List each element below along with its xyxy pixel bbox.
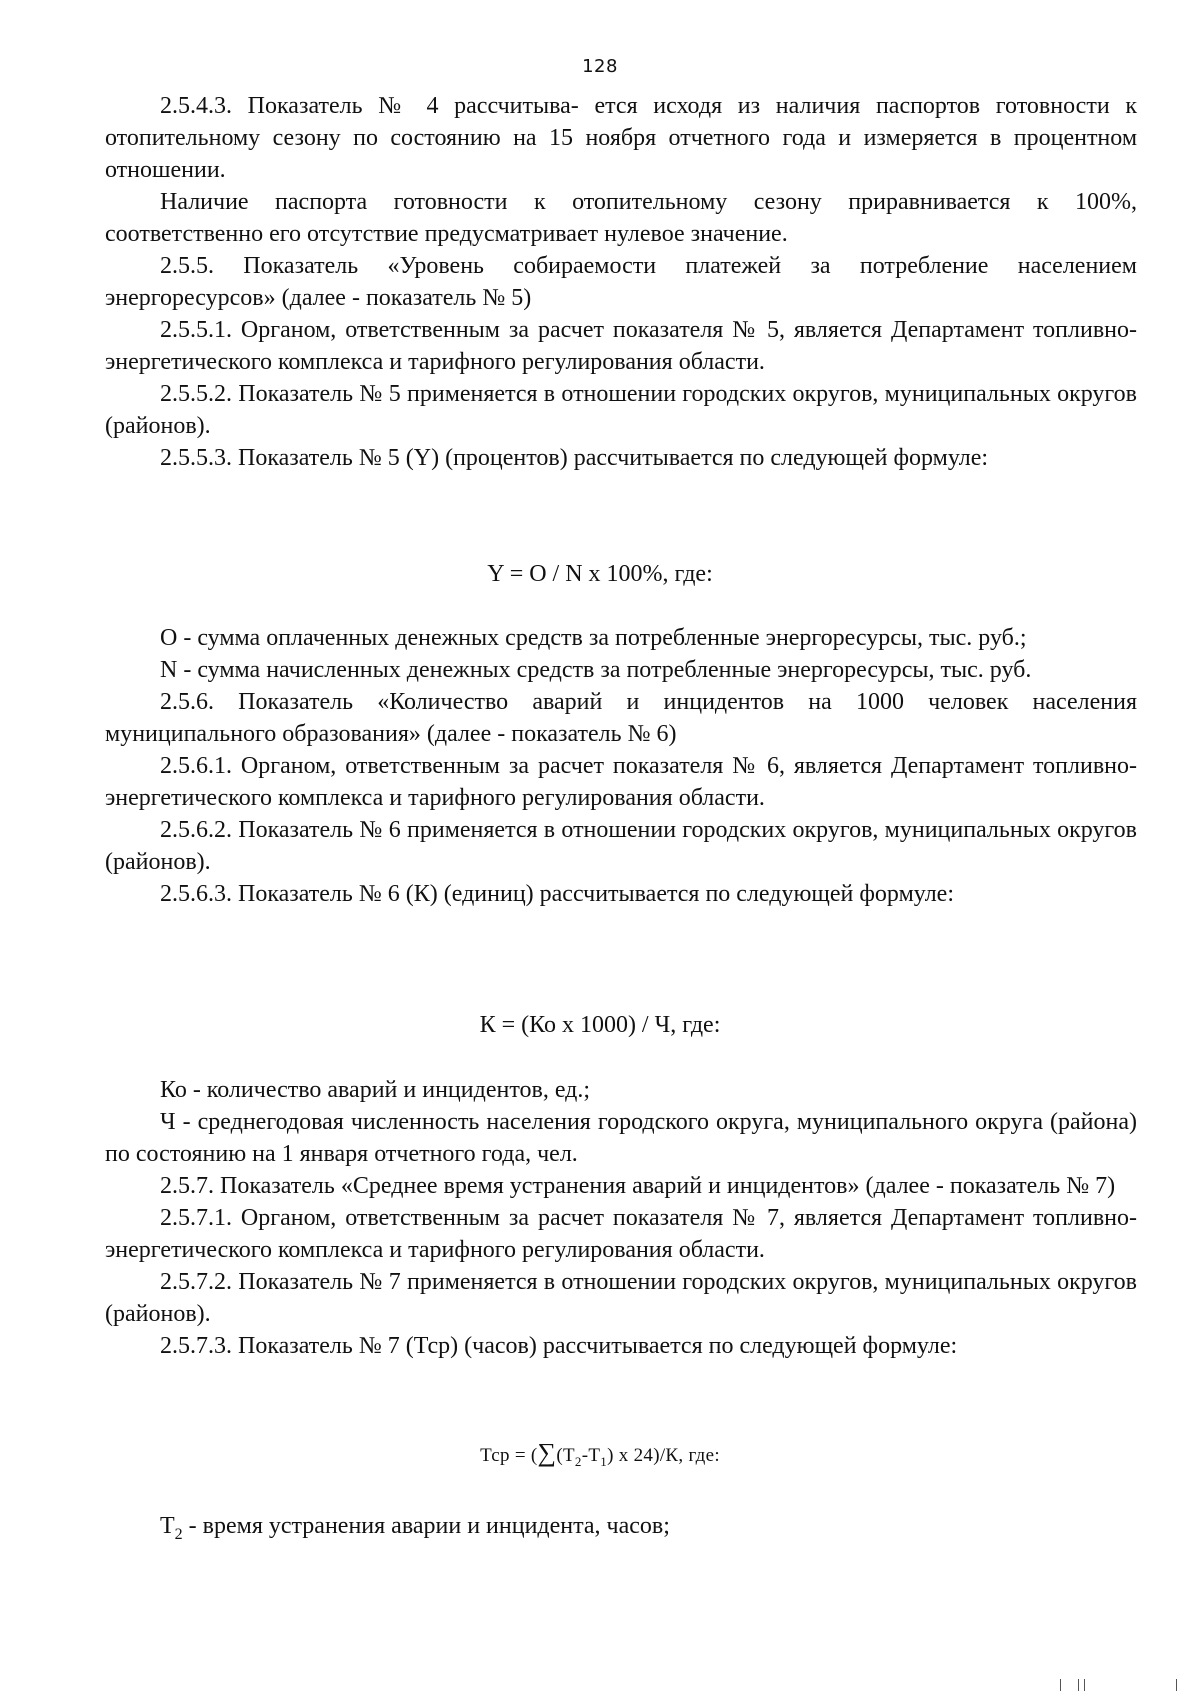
paragraph: 2.5.6. Показатель «Количество аварий и инцидентов на 1000 человек населения муниципального образования» (далее - показатель № 6) [105,689,1137,747]
scan-marks [1060,1677,1180,1691]
paragraph: 2.5.5. Показатель «Уровень собираемости платежей за потребление населением энергоресурсов» (далее - показатель № 5) [105,253,1137,311]
formula-body: (Т [556,1445,575,1466]
formula-lhs: Тср = ( [480,1445,538,1466]
paragraph: Ко - количество аварий и инцидентов, ед.; [160,1077,591,1103]
variable-description: - время устранения аварии и инцидента, часов; [182,1513,670,1539]
paragraph: 2.5.7.3. Показатель № 7 (Тср) (часов) рассчитывается по следующей формуле: [160,1333,958,1359]
paragraph [105,1510,1137,1551]
formula-y: Y = O / N x 100%, где: [487,561,713,587]
paragraph: 2.5.6.3. Показатель № 6 (К) (единиц) рассчитывается по следующей формуле: [160,881,954,907]
paragraph: 2.5.7.2. Показатель № 7 применяется в отношении городских округов, муниципальных округов (районов). [105,1269,1137,1327]
section-2-text [105,622,1137,910]
subscript: 2 [174,1525,183,1543]
formula-k: К = (Ко x 1000) / Ч, где: [479,1012,721,1038]
formula-tsr [0,1437,1200,1478]
paragraph: 2.5.7.1. Органом, ответственным за расчет показателя № 7, является Департамент топливно-энергетического комплекса и тарифного регулирования области. [105,1205,1137,1263]
paragraph: O - сумма оплаченных денежных средств за потребленные энергоресурсы, тыс. руб.; [160,625,1027,651]
paragraph: N - сумма начисленных денежных средств за потребленные энергоресурсы, тыс. руб. [160,657,1032,683]
sum-symbol: ∑ [537,1438,557,1467]
section-3-text [105,1074,1137,1362]
paragraph: 2.5.4.3. Показатель № 4 рассчитыва- ется исходя из наличия паспортов готовности к отопительному сезону по состоянию на 15 ноября отчетного года и измеряется в процентном отношении. [105,93,1137,183]
paragraph: Наличие паспорта готовности к отопительному сезону приравнивается к 100%, соответственно его отсутствие предусматривает нулевое значение. [105,189,1137,247]
subscript: 2 [574,1453,582,1469]
paragraph: 2.5.5.1. Органом, ответственным за расчет показателя № 5, является Департамент топливно-энергетического комплекса и тарифного регулирования области. [105,317,1137,375]
paragraph: 2.5.6.2. Показатель № 6 применяется в отношении городских округов, муниципальных округов (районов). [105,817,1137,875]
paragraph: Ч - среднегодовая численность населения городского округа, муниципального округа (района) по состоянию на 1 января отчетного года, чел. [105,1109,1137,1167]
section-4-text [105,1510,1137,1551]
paragraph: 2.5.5.2. Показатель № 5 применяется в отношении городских округов, муниципальных округов (районов). [105,381,1137,439]
section-1-text [105,90,1137,474]
formula-rest: ) x 24)/К, где: [607,1445,720,1466]
subscript: 1 [600,1453,608,1469]
paragraph: 2.5.7. Показатель «Среднее время устранения аварий и инцидентов» (далее - показатель № 7) [160,1173,1116,1199]
formula-minus: -Т [581,1445,601,1466]
paragraph: 2.5.6.1. Органом, ответственным за расчет показателя № 6, является Департамент топливно-энергетического комплекса и тарифного регулирования области. [105,753,1137,811]
page-number: 128 [582,56,618,77]
paragraph: 2.5.5.3. Показатель № 5 (Y) (процентов) рассчитывается по следующей формуле: [160,445,989,471]
variable-symbol: Т [160,1513,175,1539]
